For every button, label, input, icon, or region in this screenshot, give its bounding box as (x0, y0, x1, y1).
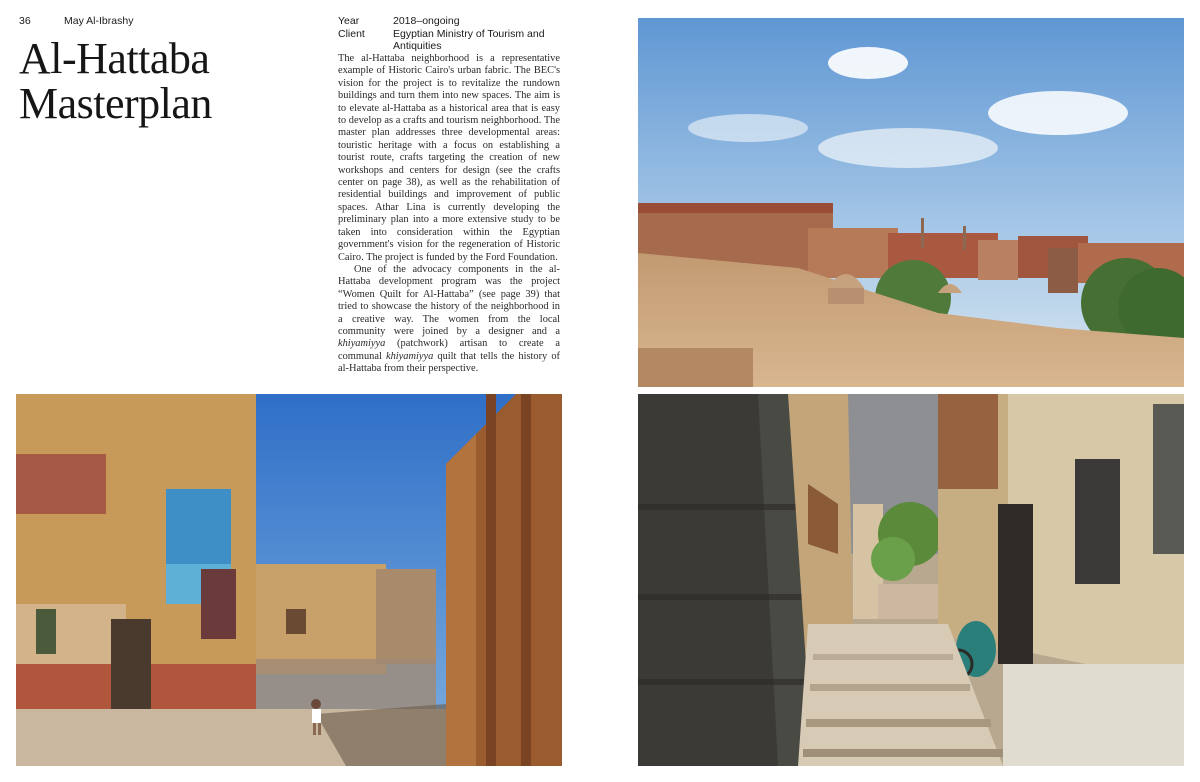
body-text-run: (patchwork) artisan to create a communal (338, 338, 560, 362)
article-title (19, 36, 212, 126)
fact-label: Year (338, 15, 360, 27)
photo-rooftops-skyline (638, 18, 1184, 387)
body-text-run: One of the advocacy components in the al-Hattaba development program was the project “Women Quilt for Al-Hattaba” (see page 39) that tried to showcase the history of the neighborhood in a creative way. The women from the local community were joined by a designer and a (338, 263, 560, 337)
photo-street-child (16, 394, 562, 766)
page-number: 36 (19, 15, 31, 27)
body-text-run: quilt that tells the history of al-Hattaba from their perspective. (338, 350, 561, 375)
fact-row-client (338, 28, 568, 53)
fact-value: 2018–ongoing (393, 15, 460, 27)
article-body (338, 53, 560, 376)
body-paragraph-2 (338, 264, 560, 376)
author-name: May Al-Ibrashy (64, 15, 134, 27)
title-line-2: Masterplan (19, 79, 212, 128)
fact-row-year (338, 15, 568, 28)
body-italic-term: khiyamiyya (338, 338, 386, 350)
project-facts (338, 15, 568, 53)
title-line-1: Al-Hattaba (19, 34, 210, 83)
fact-value: Egyptian Ministry of Tourism and Antiquities (393, 27, 545, 52)
photo-stepped-alley (638, 394, 1184, 766)
fact-label: Client (338, 27, 365, 40)
body-paragraph-1: The al-Hattaba neighborhood is a representative example of Historic Cairo's urban fabric. The BEC's vision for the project is to revitalize the rundown buildings and turn them into new spaces. The aim is to elevate al-Hattaba as a historical area that is easy to develop as a crafts and tourism neighborhood. The master plan addresses three developmental areas: touristic heritage with a focus on establishing a tourist route, crafts targeting the creation of new workshops and centers for design (see the crafts center on page 38), as well as the rehabilitation of residential buildings and improvement of public spaces. Athar Lina is currently developing the preliminary plan into a more extensive study to be taken into consideration within the Egyptian government's vision for the regeneration of Historic Cairo. The project is funded by the Ford Foundation. (338, 53, 560, 263)
body-italic-term: khiyamiyya (385, 350, 434, 362)
